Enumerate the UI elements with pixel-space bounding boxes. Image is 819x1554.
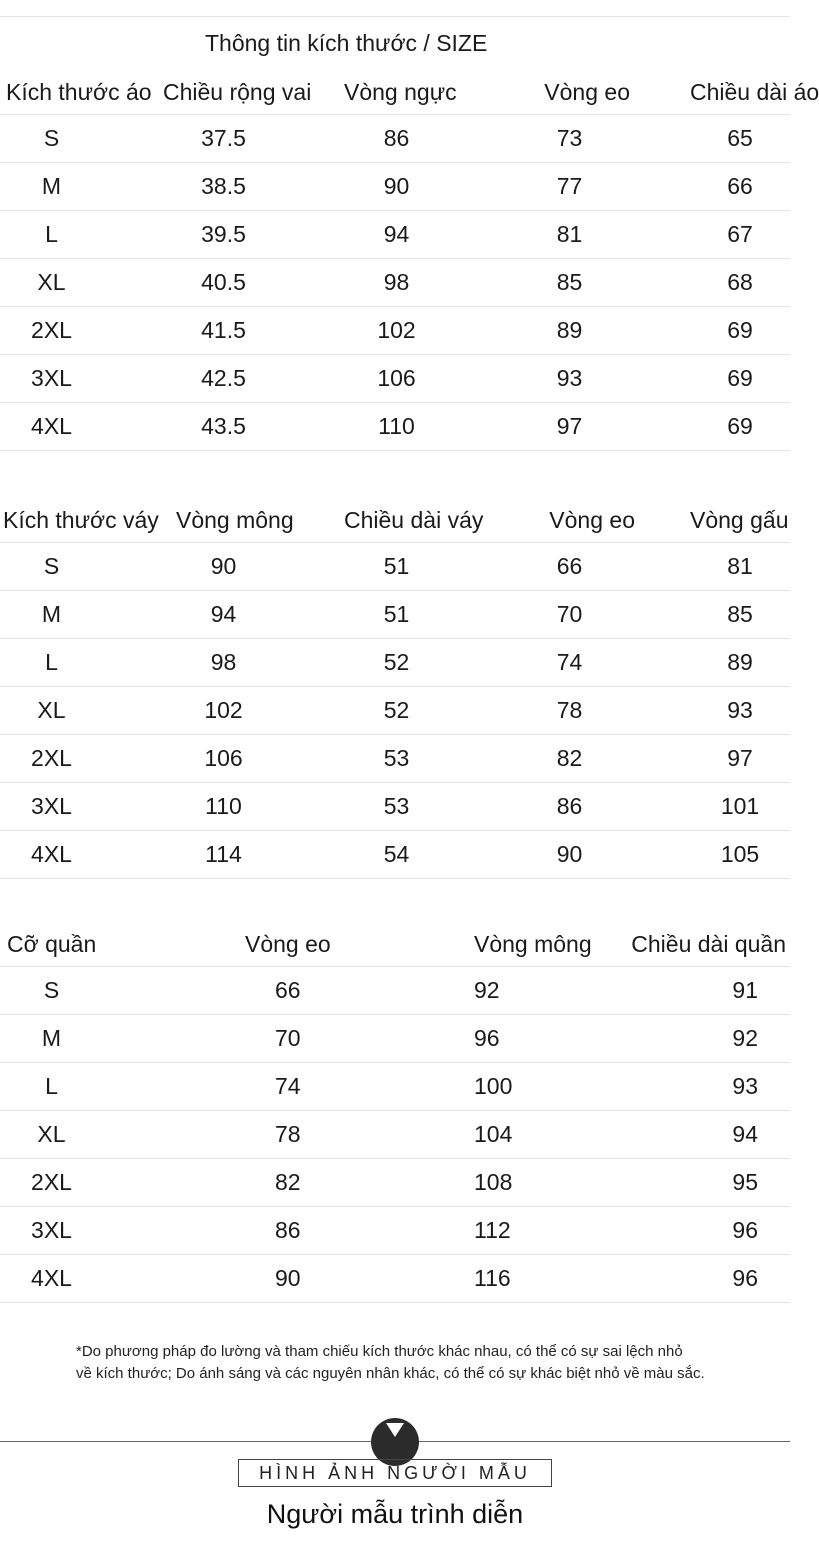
column-header: Vòng ngực bbox=[344, 78, 457, 105]
table-cell: 77 bbox=[449, 163, 690, 211]
table-cell: 108 bbox=[474, 1159, 520, 1207]
table-row bbox=[0, 1255, 790, 1303]
table-cell: 102 bbox=[344, 307, 449, 355]
table-cell: L bbox=[0, 639, 103, 687]
table-cell: S bbox=[0, 967, 103, 1015]
table-cell: 92 bbox=[474, 967, 520, 1015]
table-row bbox=[0, 967, 790, 1015]
table-cell: S bbox=[0, 115, 103, 163]
table-cell: 52 bbox=[344, 687, 449, 735]
table-cell: 90 bbox=[103, 543, 344, 591]
table-cell: 82 bbox=[103, 1159, 474, 1207]
table-cell: 2XL bbox=[0, 735, 103, 783]
table-cell: 69 bbox=[690, 403, 790, 451]
table-header-row bbox=[0, 498, 790, 543]
table-row bbox=[0, 543, 790, 591]
table-row bbox=[0, 259, 790, 307]
table-cell: M bbox=[0, 1015, 103, 1063]
table-cell: 104 bbox=[474, 1111, 520, 1159]
column-header: Chiều dài áo bbox=[690, 78, 819, 105]
table-cell: 53 bbox=[344, 783, 449, 831]
table-cell: 114 bbox=[103, 831, 344, 879]
column-header: Kích thước áo bbox=[6, 78, 152, 105]
table-cell: 38.5 bbox=[103, 163, 344, 211]
table-cell: 96 bbox=[520, 1255, 790, 1303]
column-header: Chiều dài quần bbox=[631, 930, 786, 957]
table-cell: 93 bbox=[690, 687, 790, 735]
model-section-title: Người mẫu trình diễn bbox=[266, 1499, 524, 1529]
table-cell: 94 bbox=[520, 1111, 790, 1159]
table-row bbox=[0, 355, 790, 403]
table-cell: 97 bbox=[690, 735, 790, 783]
column-header: Chiều rộng vai bbox=[163, 78, 312, 105]
table-cell: 66 bbox=[449, 543, 690, 591]
table-cell: 110 bbox=[344, 403, 449, 451]
table-cell: 81 bbox=[449, 211, 690, 259]
table-row bbox=[0, 1063, 790, 1111]
column-header: Chiều dài váy bbox=[344, 506, 484, 533]
table-cell: 53 bbox=[344, 735, 449, 783]
table-cell: 112 bbox=[474, 1207, 520, 1255]
table-cell: 89 bbox=[690, 639, 790, 687]
table-cell: 98 bbox=[103, 639, 344, 687]
table-row bbox=[0, 783, 790, 831]
table-cell: 3XL bbox=[0, 355, 103, 403]
table-cell: 81 bbox=[690, 543, 790, 591]
table-cell: 54 bbox=[344, 831, 449, 879]
table-cell: S bbox=[0, 543, 103, 591]
table-cell: M bbox=[0, 591, 103, 639]
table-row bbox=[0, 403, 790, 451]
table-row bbox=[0, 1015, 790, 1063]
skirt-size-table bbox=[0, 498, 790, 879]
table-cell: 85 bbox=[449, 259, 690, 307]
table-cell: 106 bbox=[344, 355, 449, 403]
column-header: Kích thước váy bbox=[3, 506, 159, 533]
table-cell: 98 bbox=[344, 259, 449, 307]
table-cell: 105 bbox=[690, 831, 790, 879]
table-cell: 2XL bbox=[0, 307, 103, 355]
table-cell: 90 bbox=[103, 1255, 474, 1303]
column-header: Vòng eo bbox=[245, 930, 331, 957]
table-cell: 90 bbox=[449, 831, 690, 879]
table-cell: L bbox=[0, 1063, 103, 1111]
table-cell: 86 bbox=[449, 783, 690, 831]
table-cell: 82 bbox=[449, 735, 690, 783]
column-header: Vòng mông bbox=[176, 506, 294, 533]
table-row bbox=[0, 1159, 790, 1207]
table-cell: 42.5 bbox=[103, 355, 344, 403]
chevron-down-icon bbox=[371, 1418, 419, 1442]
table-header-row bbox=[0, 922, 790, 967]
table-cell: 110 bbox=[103, 783, 344, 831]
table-row bbox=[0, 1111, 790, 1159]
measurement-disclaimer bbox=[76, 1341, 705, 1385]
table-cell: XL bbox=[0, 259, 103, 307]
table-cell: 74 bbox=[103, 1063, 474, 1111]
table-cell: 70 bbox=[449, 591, 690, 639]
table-header-row bbox=[0, 70, 790, 115]
table-cell: 2XL bbox=[0, 1159, 103, 1207]
table-cell: 96 bbox=[474, 1015, 520, 1063]
table-cell: 4XL bbox=[0, 403, 103, 451]
column-header: Cỡ quần bbox=[7, 930, 97, 957]
table-cell: 37.5 bbox=[103, 115, 344, 163]
column-header: Vòng gấu bbox=[690, 506, 789, 533]
table-cell: 65 bbox=[690, 115, 790, 163]
column-header: Vòng eo bbox=[544, 78, 630, 105]
table-cell: 78 bbox=[103, 1111, 474, 1159]
table-row bbox=[0, 639, 790, 687]
table-cell: 100 bbox=[474, 1063, 520, 1111]
table-cell: M bbox=[0, 163, 103, 211]
table-cell: 92 bbox=[520, 1015, 790, 1063]
table-row bbox=[0, 211, 790, 259]
disclaimer-line-2: về kích thước; Do ánh sáng và các nguyên nhân khác, có thể có sự khác biệt nhỏ về màu sắc. bbox=[76, 1365, 705, 1382]
table-cell: 89 bbox=[449, 307, 690, 355]
table-cell: 116 bbox=[474, 1255, 520, 1303]
disclaimer-line-1: *Do phương pháp đo lường và tham chiếu kích thước khác nhau, có thể có sự sai lệch nhỏ bbox=[76, 1343, 683, 1360]
table-cell: 93 bbox=[520, 1063, 790, 1111]
table-cell: 66 bbox=[103, 967, 474, 1015]
table-cell: 66 bbox=[690, 163, 790, 211]
table-cell: 96 bbox=[520, 1207, 790, 1255]
top-size-table bbox=[0, 70, 819, 451]
table-cell: XL bbox=[0, 687, 103, 735]
table-cell: 94 bbox=[344, 211, 449, 259]
table-cell: 51 bbox=[344, 591, 449, 639]
table-cell: 3XL bbox=[0, 783, 103, 831]
table-cell: 101 bbox=[690, 783, 790, 831]
table-cell: 39.5 bbox=[103, 211, 344, 259]
table-cell: 69 bbox=[690, 307, 790, 355]
table-row bbox=[0, 163, 790, 211]
table-row bbox=[0, 735, 790, 783]
table-row bbox=[0, 307, 790, 355]
table-cell: 94 bbox=[103, 591, 344, 639]
table-cell: 91 bbox=[520, 967, 790, 1015]
table-cell: 86 bbox=[103, 1207, 474, 1255]
table-cell: 4XL bbox=[0, 1255, 103, 1303]
table-cell: 67 bbox=[690, 211, 790, 259]
table-row bbox=[0, 1207, 790, 1255]
table-cell: 68 bbox=[690, 259, 790, 307]
table-cell: 85 bbox=[690, 591, 790, 639]
table-cell: 102 bbox=[103, 687, 344, 735]
table-cell: 69 bbox=[690, 355, 790, 403]
table-cell: 95 bbox=[520, 1159, 790, 1207]
table-cell: 97 bbox=[449, 403, 690, 451]
table-cell: XL bbox=[0, 1111, 103, 1159]
top-divider bbox=[0, 16, 790, 17]
table-cell: 3XL bbox=[0, 1207, 103, 1255]
table-cell: 86 bbox=[344, 115, 449, 163]
table-cell: 106 bbox=[103, 735, 344, 783]
table-cell: 78 bbox=[449, 687, 690, 735]
table-cell: 43.5 bbox=[103, 403, 344, 451]
pants-size-table bbox=[0, 922, 790, 1303]
model-section-label: HÌNH ẢNH NGƯỜI MẪU bbox=[238, 1459, 552, 1487]
table-row bbox=[0, 115, 790, 163]
table-cell: 70 bbox=[103, 1015, 474, 1063]
table-cell: 74 bbox=[449, 639, 690, 687]
column-header: Vòng eo bbox=[549, 506, 635, 533]
table-cell: L bbox=[0, 211, 103, 259]
size-info-title: Thông tin kích thước / SIZE bbox=[205, 30, 488, 56]
table-cell: 52 bbox=[344, 639, 449, 687]
table-row bbox=[0, 831, 790, 879]
table-cell: 51 bbox=[344, 543, 449, 591]
table-cell: 40.5 bbox=[103, 259, 344, 307]
table-row bbox=[0, 591, 790, 639]
table-cell: 4XL bbox=[0, 831, 103, 879]
table-cell: 73 bbox=[449, 115, 690, 163]
table-cell: 41.5 bbox=[103, 307, 344, 355]
column-header: Vòng mông bbox=[474, 930, 592, 957]
table-cell: 90 bbox=[344, 163, 449, 211]
table-cell: 93 bbox=[449, 355, 690, 403]
table-row bbox=[0, 687, 790, 735]
